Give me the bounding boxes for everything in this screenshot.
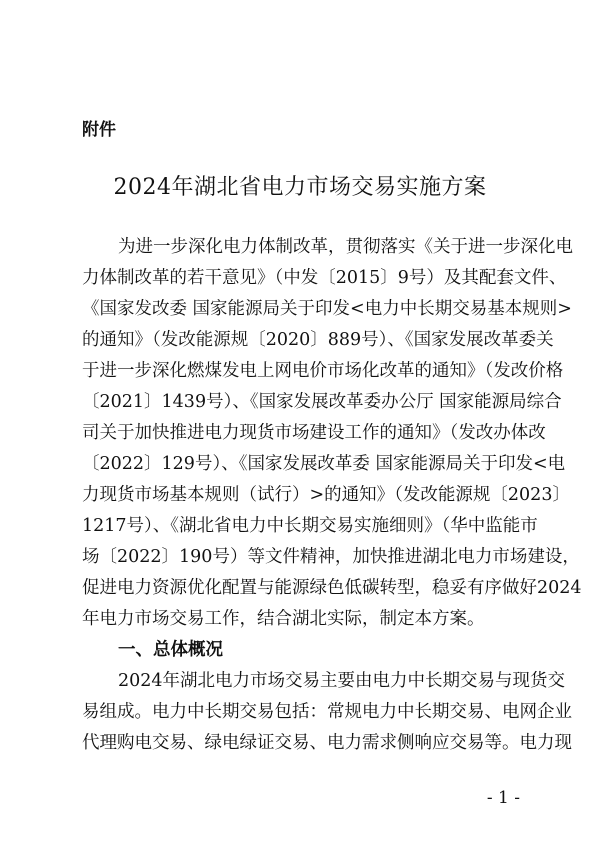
- paragraph-line: 〔2021〕1439号）、《国家发展改革委办公厅 国家能源局综合: [82, 392, 562, 412]
- paragraph-line: 力现货市场基本规则（试行）>的通知》（发改能源规〔2023〕: [82, 485, 570, 505]
- paragraph-line: 于进一步深化燃煤发电上网电价市场化改革的通知》（发改价格: [82, 361, 564, 381]
- document-body: [82, 232, 582, 759]
- paragraph-line: 为进一步深化电力体制改革，贯彻落实《关于进一步深化电: [118, 237, 573, 257]
- paragraph-line: 力体制改革的若干意见》（中发〔2015〕9号）及其配套文件、: [82, 268, 567, 288]
- paragraph-line: 〔2022〕129号）、《国家发展改革委 国家能源局关于印发<电: [82, 454, 566, 474]
- attachment-label: 附件: [82, 120, 116, 140]
- paragraph-line: 场〔2022〕190号）等文件精神，加快推进湖北电力市场建设，: [82, 547, 580, 567]
- paragraph-line: 司关于加快推进电力现货市场建设工作的通知》（发改办体改: [82, 423, 546, 443]
- page-number: - 1 -: [486, 788, 520, 808]
- paragraph-line: 的通知》（发改能源规〔2020〕889号）、《国家发展改革委关: [82, 330, 554, 350]
- paragraph-line: 促进电力资源优化配置与能源绿色低碳转型，稳妥有序做好2024: [82, 578, 582, 598]
- paragraph-line: 2024年湖北电力市场交易主要由电力中长期交易与现货交: [118, 671, 566, 691]
- paragraph-line: 1217号）、《湖北省电力中长期交易实施细则》（华中监能市: [82, 516, 538, 536]
- document-title: 2024年湖北省电力市场交易实施方案: [113, 175, 487, 200]
- paragraph-line: 年电力市场交易工作，结合湖北实际，制定本方案。: [82, 609, 485, 629]
- paragraph-line: 易组成。电力中长期交易包括：常规电力中长期交易、电网企业: [82, 702, 572, 722]
- paragraph-line: 《国家发改委 国家能源局关于印发<电力中长期交易基本规则>: [82, 299, 572, 319]
- section-heading: 一、总体概况: [118, 640, 223, 660]
- paragraph-line: 代理购电交易、绿电绿证交易、电力需求侧响应交易等。电力现: [82, 733, 572, 753]
